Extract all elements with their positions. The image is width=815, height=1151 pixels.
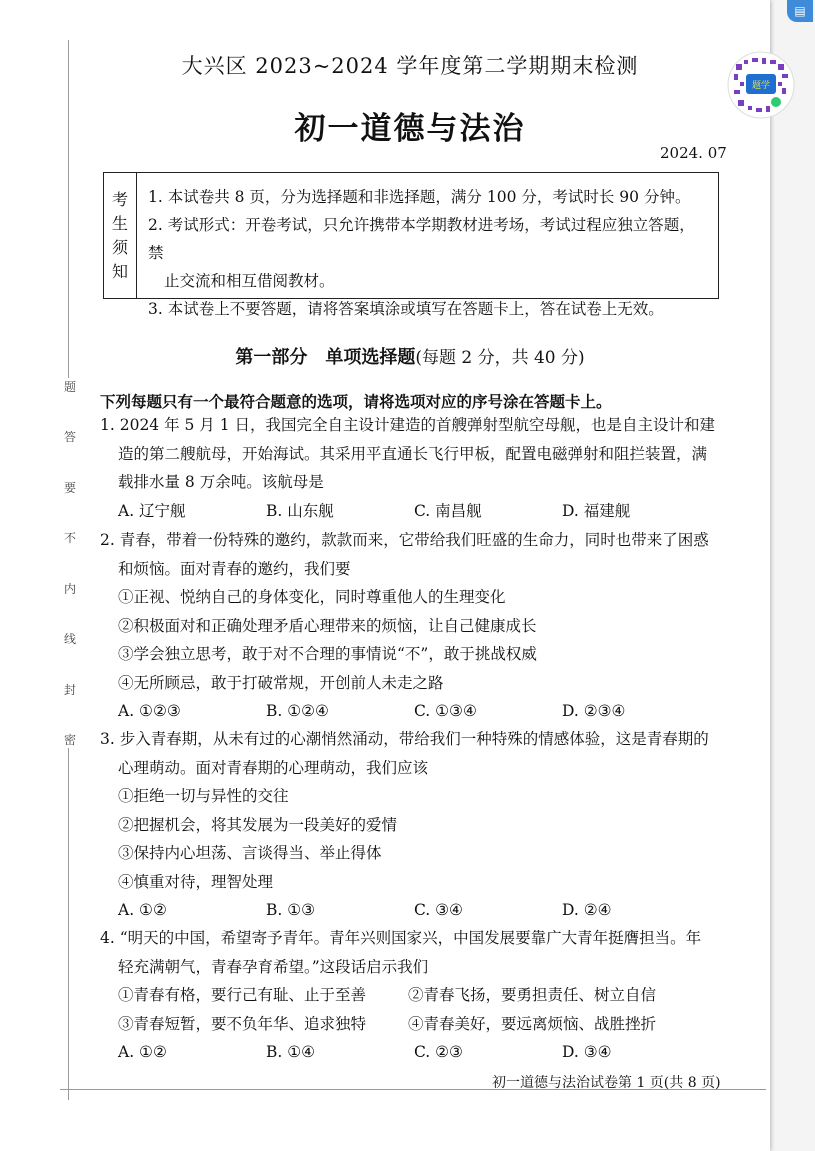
binding-char: 密 [63, 732, 76, 747]
option-c: C. ③④ [414, 901, 463, 919]
statement: ②青春飞扬，要勇担责任、树立自信 [408, 986, 657, 1004]
question-2: 2. 青春，带着一份特殊的邀约，款款而来，它带给我们旺盛的生命力，同时也带来了困惑 和烦恼。面对青春的邀约，我们要 ①正视、悦纳自己的身体变化，同时尊重他人的生理变化 ②积极面对和正确处理矛盾心理带来的烦恼，让自己健康成长 ③学会独立思考，敢于对不合理的事情说“不”，敢于挑战权威 ④无所顾忌，敢于打破常规，开创前人未走之路 A. ①②③ B. ①②④ C. ①③④ D. ②③④ [100, 526, 724, 726]
subject-title: 初一道德与法治 [294, 111, 526, 147]
options [100, 896, 724, 925]
statement: ③青春短暂，要不负年华、追求独特 [118, 1014, 367, 1033]
statement: ④无所顾忌，敢于打破常规，开创前人未走之路 [118, 673, 444, 692]
option-a: A. ①② [118, 1043, 167, 1061]
statement: ①拒绝一切与异性的交往 [118, 787, 289, 805]
candidate-notice [103, 172, 719, 318]
notice-item: 2. 考试形式：开卷考试，只允许携带本学期教材进考场，考试过程应独立答题，禁 [148, 216, 695, 262]
statement-pair [100, 1010, 724, 1039]
option-b: B. ①②④ [266, 702, 329, 720]
notice-item: 1. 本试卷共 8 页，分为选择题和非选择题，满分 100 分，考试时长 90 分钟。 [148, 188, 691, 206]
statement: ①正视、悦纳自己的身体变化，同时尊重他人的生理变化 [118, 588, 506, 606]
binding-char: 不 [63, 531, 76, 546]
statement: ②积极面对和正确处理矛盾心理带来的烦恼，让自己健康成长 [118, 616, 537, 635]
qr-code-icon[interactable] [726, 50, 796, 120]
footer-divider [60, 1089, 766, 1090]
float-menu-icon[interactable]: ▤ [787, 0, 813, 22]
option-b: B. ①④ [266, 1043, 316, 1061]
option-b: B. 山东舰 [266, 501, 334, 520]
option-a: A. ①②③ [118, 702, 181, 720]
notice-item: 3. 本试卷上不要答题，请将答案填涂或填写在答题卡上，答在试卷上无效。 [148, 300, 664, 318]
binding-char: 线 [63, 632, 76, 647]
statement-pair [100, 981, 724, 1010]
question-1: 1. 2024 年 5 月 1 日，我国完全自主设计建造的首艘弹射型航空母舰，也是自主设计和建 造的第二艘航母，开始海试。其采用平直通长飞行甲板，配置电磁弹射和阻拦装置，满 载排水量 8 万余吨。该航母是 A. 辽宁舰 B. 山东舰 C. 南昌舰 D. 福建舰 [100, 411, 724, 525]
option-d: D. ②④ [562, 901, 612, 919]
option-c: C. 南昌舰 [414, 501, 482, 520]
section-score-note: (每题 2 分，共 40 分) [415, 348, 585, 368]
page-footer: 初一道德与法治试卷第 1 页(共 8 页) [492, 1075, 721, 1091]
option-a: A. ①② [118, 901, 167, 919]
exam-date: 2024. 07 [660, 144, 727, 162]
statement: ③学会独立思考，敢于对不合理的事情说“不”，敢于挑战权威 [118, 645, 537, 663]
binding-char: 答 [63, 430, 76, 445]
statement: ④慎重对待，理智处理 [118, 872, 274, 891]
option-a: A. 辽宁舰 [118, 501, 186, 520]
options [100, 697, 724, 726]
section-instruction: 下列每题只有一个最符合题意的选项，请将选项对应的序号涂在答题卡上。 [100, 393, 612, 411]
option-b: B. ①③ [266, 901, 316, 919]
option-d: D. 福建舰 [562, 501, 631, 520]
binding-char: 要 [63, 480, 76, 495]
statement: ②把握机会，将其发展为一段美好的爱情 [118, 815, 398, 834]
statement: ④青春美好，要远离烦恼、战胜挫折 [408, 1014, 657, 1033]
statement: ①青春有格，要行己有耻、止于至善 [118, 986, 367, 1004]
options [100, 1038, 724, 1067]
notice-label: 考 生 须 知 [104, 173, 137, 298]
option-c: C. ①③④ [414, 702, 477, 720]
options [100, 497, 724, 526]
binding-char: 封 [63, 682, 76, 697]
notice-item: 止交流和相互借阅教材。 [164, 272, 335, 290]
binding-char: 题 [63, 380, 76, 394]
question-3: 3. 步入青春期，从未有过的心潮悄然涌动，带给我们一种特殊的情感体验，这是青春期的 心理萌动。面对青春期的心理萌动，我们应该 ①拒绝一切与异性的交往 ②把握机会，将其发展为一段美好的爱情 ③保持内心坦荡、言谈得当、举止得体 ④慎重对待，理智处理 A. ①② B. ①③ C. ③④ D. ②④ [100, 725, 724, 925]
binding-notice [63, 378, 77, 748]
qr-badge-text: 题学 [751, 81, 771, 91]
notice-items [148, 183, 708, 323]
option-d: D. ②③④ [562, 702, 626, 720]
binding-char: 内 [63, 581, 76, 596]
statement: ③保持内心坦荡、言谈得当、举止得体 [118, 844, 382, 862]
option-d: D. ③④ [562, 1043, 612, 1061]
question-4: 4. “明天的中国，希望寄予青年。青年兴则国家兴，中国发展要靠广大青年挺膺担当。年 轻充满朝气，青春孕育希望。”这段话启示我们 ①青春有格，要行己有耻、止于至善 ②青春飞扬，要勇担责任、树立自信 ③青春短暂，要不负年华、追求独特 ④青春美好，要远离烦恼、战胜挫折 A. ①② B. ①④ C. ②③ D. ③④ [100, 924, 724, 1067]
option-c: C. ②③ [414, 1043, 463, 1061]
exam-title: 大兴区 2023~2024 学年度第二学期期末检测 [181, 54, 639, 78]
section-title: 第一部分 单项选择题(每题 2 分，共 40 分) [235, 347, 585, 368]
